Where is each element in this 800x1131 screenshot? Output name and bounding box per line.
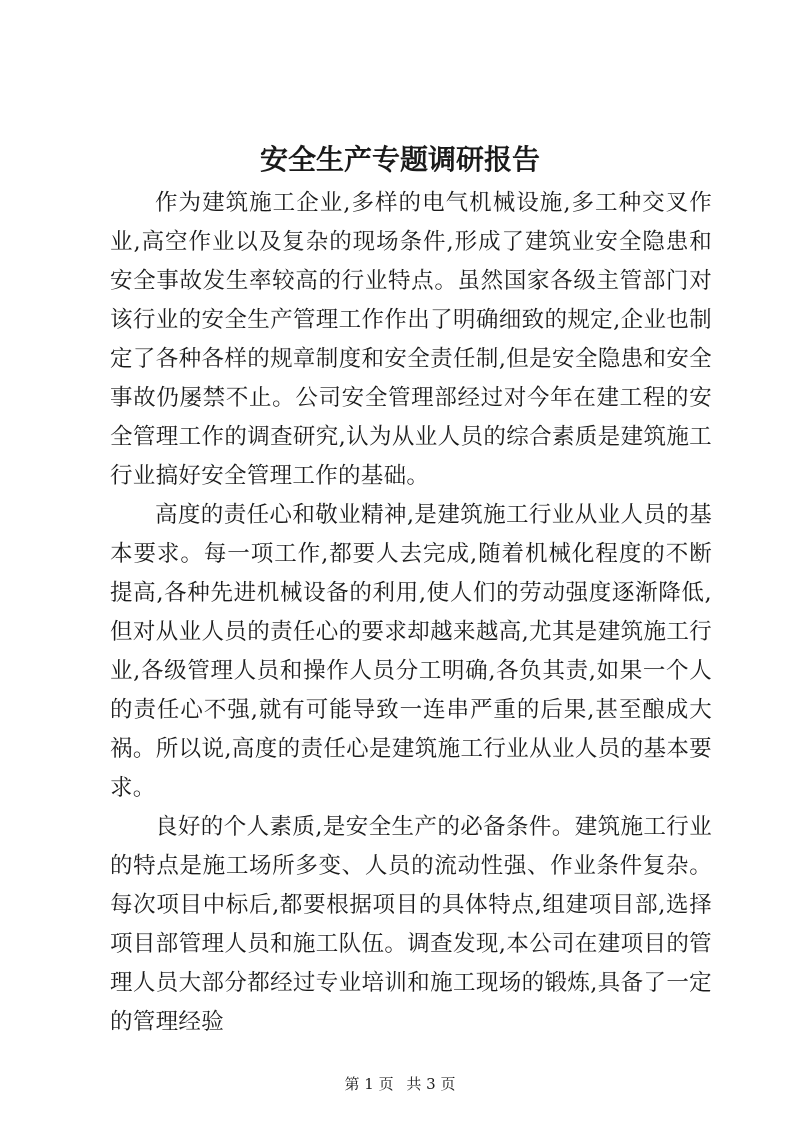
paragraph-3: 良好的个人素质,是安全生产的必备条件。建筑施工行业的特点是施工场所多变、人员的流动性强、作业条件复杂。每次项目中标后,都要根据项目的具体特点,组建项目部,选择项目部管理人员和施工队伍。调查发现,本公司在建项目的管理人员大部分都经过专业培训和施工现场的锻炼,具备了一定的管理经验 — [110, 814, 712, 1035]
page-number-total: 共 3 页 — [406, 1075, 456, 1093]
page-number-current: 第 1 页 — [344, 1075, 394, 1093]
page-footer — [0, 1074, 800, 1094]
document-title: 安全生产专题调研报告 — [259, 143, 540, 176]
paragraph-2: 高度的责任心和敬业精神,是建筑施工行业从业人员的基本要求。每一项工作,都要人去完成,随着机械化程度的不断提高,各种先进机械设备的利用,使人们的劳动强度逐渐降低,但对从业人员的责任心的要求却越来越高,尤其是建筑施工行业,各级管理人员和操作人员分工明确,各负其责,如果一个人的责任心不强,就有可能导致一连串严重的后果,甚至酿成大祸。所以说,高度的责任心是建筑施工行业从业人员的基本要求。 — [110, 502, 712, 801]
document-body — [110, 184, 712, 1042]
paragraph-1: 作为建筑施工企业,多样的电气机械设施,多工种交叉作业,高空作业以及复杂的现场条件,形成了建筑业安全隐患和安全事故发生率较高的行业特点。虽然国家各级主管部门对该行业的安全生产管理工作作出了明确细致的规定,企业也制定了各种各样的规章制度和安全责任制,但是安全隐患和安全事故仍屡禁不止。公司安全管理部经过对今年在建工程的安全管理工作的调查研究,认为从业人员的综合素质是建筑施工行业搞好安全管理工作的基础。 — [110, 190, 712, 489]
